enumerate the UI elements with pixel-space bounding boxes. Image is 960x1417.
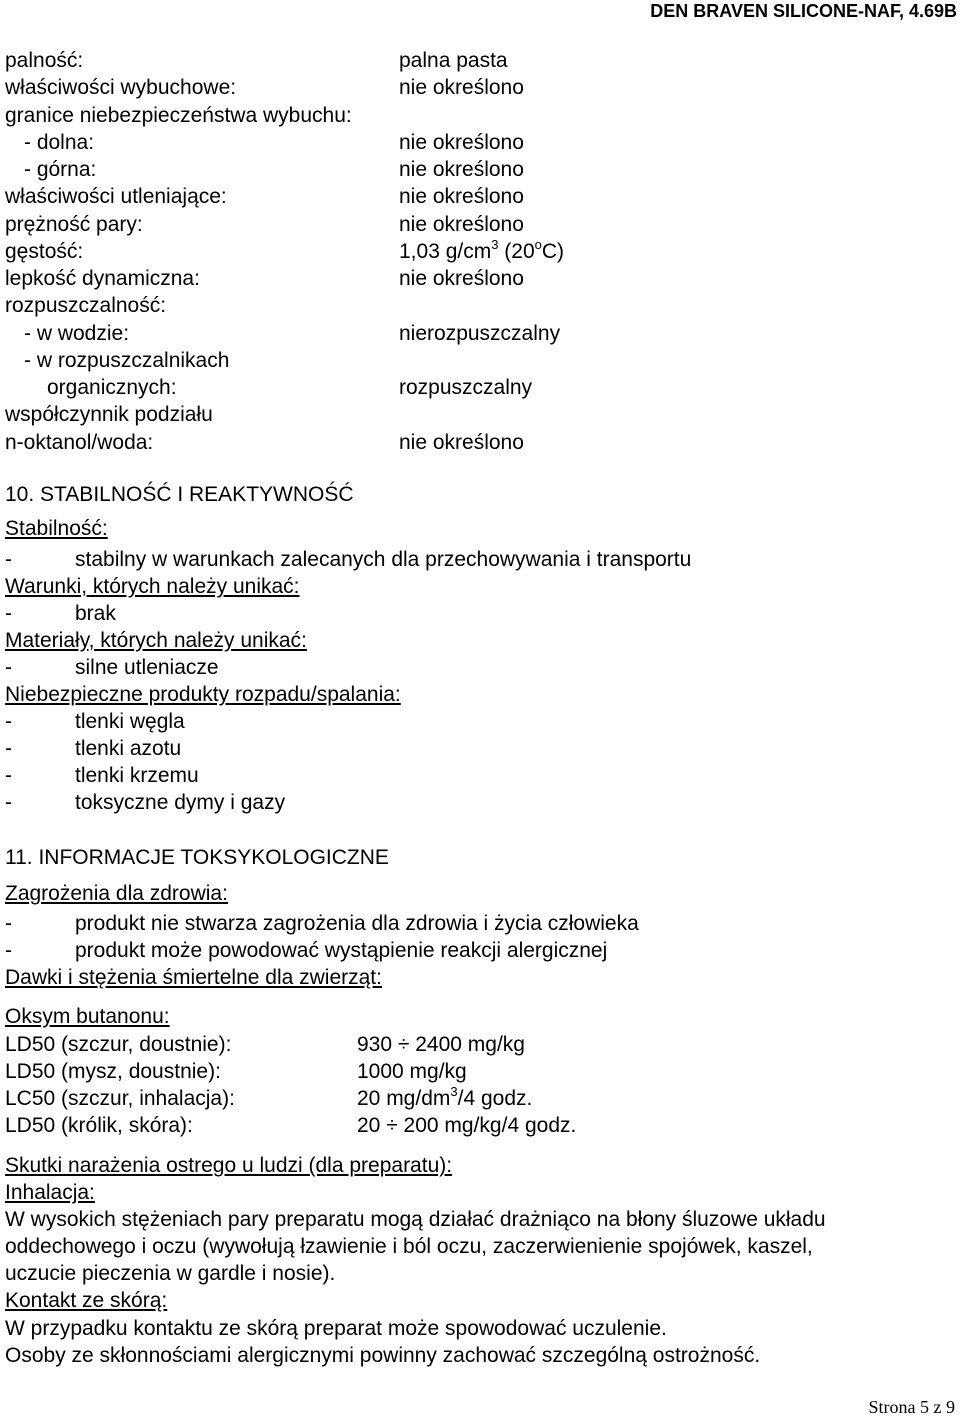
property-value: palna pasta	[399, 49, 508, 73]
conditions-heading: Warunki, których należy unikać:	[5, 575, 300, 598]
property-label: - w wodzie:	[24, 321, 130, 345]
skin-contact-text: W przypadku kontaktu ze skórą preparat może spowodować uczulenie.	[5, 1317, 667, 1340]
tox-label: LD50 (szczur, doustnie):	[5, 1033, 232, 1056]
bullet-dash: -	[5, 939, 12, 962]
decomposition-heading: Niebezpieczne produkty rozpadu/spalania:	[5, 683, 401, 706]
decomposition-item: toksyczne dymy i gazy	[75, 791, 286, 814]
property-label: palność:	[5, 49, 84, 73]
document-id-header: DEN BRAVEN SILICONE-NAF, 4.69B	[650, 1, 957, 21]
health-item: produkt nie stwarza zagrożenia dla zdrowia i życia człowieka	[75, 912, 639, 935]
materials-item: silne utleniacze	[75, 656, 219, 679]
bullet-dash: -	[5, 791, 12, 814]
property-row	[5, 347, 564, 374]
property-label: właściwości wybuchowe:	[5, 76, 237, 100]
property-row	[5, 265, 564, 292]
tox-label: LD50 (mysz, doustnie):	[5, 1060, 221, 1083]
property-row	[5, 74, 564, 101]
property-label: właściwości utleniające:	[5, 185, 227, 209]
inhalation-text: uczucie pieczenia w gardle i nosie).	[5, 1262, 336, 1285]
property-value: nie określono	[399, 267, 524, 291]
property-value: nierozpuszczalny	[399, 321, 561, 345]
skin-contact-heading: Kontakt ze skórą:	[5, 1289, 168, 1312]
property-label: gęstość:	[5, 239, 84, 263]
stability-item: stabilny w warunkach zalecanych dla przechowywania i transportu	[75, 548, 692, 571]
bullet-dash: -	[5, 737, 12, 760]
decomposition-item: tlenki węgla	[75, 710, 185, 733]
property-value	[399, 401, 564, 428]
property-row	[5, 292, 564, 319]
page-number: Strona 5 z 9	[868, 1397, 955, 1417]
property-row	[5, 129, 564, 156]
tox-value: 20 $mg/dm^3/4$ godz.	[357, 1084, 533, 1110]
acute-effects-heading: Skutki narażenia ostrego u ludzi (dla preparatu):	[5, 1154, 453, 1177]
property-value: rozpuszczalny	[399, 376, 533, 400]
skin-contact-text: Osoby ze skłonnościami alergicznymi powinny zachować szczególną ostrożność.	[5, 1344, 761, 1367]
property-value	[399, 292, 564, 319]
property-value	[399, 102, 564, 129]
property-label: - dolna:	[24, 130, 95, 154]
property-label: granice niebezpieczeństwa wybuchu:	[5, 103, 352, 127]
property-row	[5, 320, 564, 347]
materials-heading: Materiały, których należy unikać:	[5, 629, 307, 652]
property-value: nie określono	[399, 212, 524, 236]
property-row	[5, 211, 564, 238]
bullet-dash: -	[5, 912, 12, 935]
property-row	[5, 374, 564, 401]
bullet-dash: -	[5, 548, 12, 571]
property-label: lepkość dynamiczna:	[5, 267, 200, 291]
property-value: 1,03 $g/cm^3$ (20$^o$C)	[399, 236, 565, 263]
tox-value: 1000 mg/kg	[357, 1060, 467, 1083]
inhalation-text: oddechowego i oczu (wywołują łzawienie i ból oczu, zaczerwienienie spojówek, kaszel,	[5, 1235, 813, 1258]
property-label: rozpuszczalność:	[5, 294, 167, 318]
property-label: n-oktanol/woda:	[5, 430, 154, 454]
property-row	[5, 401, 564, 428]
decomposition-item: tlenki azotu	[75, 737, 182, 760]
health-heading: Zagrożenia dla zdrowia:	[5, 882, 228, 905]
property-label: - w rozpuszczalnikach	[24, 348, 230, 372]
bullet-dash: -	[5, 602, 12, 625]
property-label: - górna:	[24, 158, 97, 182]
inhalation-heading: Inhalacja:	[5, 1181, 95, 1204]
property-value: nie określono	[399, 430, 524, 454]
section-10-title: 10. STABILNOŚĆ I REAKTYWNOŚĆ	[5, 483, 354, 506]
decomposition-item: tlenki krzemu	[75, 764, 199, 787]
bullet-dash: -	[5, 764, 12, 787]
property-label: prężność pary:	[5, 212, 143, 236]
tox-value: 20 ÷ 200 mg/kg/4 godz.	[357, 1114, 577, 1137]
property-row	[5, 429, 564, 456]
oxime-heading: Oksym butanonu:	[5, 1005, 170, 1028]
lethal-doses-heading: Dawki i stężenia śmiertelne dla zwierząt:	[5, 966, 382, 989]
bullet-dash: -	[5, 710, 12, 733]
tox-value: 930 ÷ 2400 mg/kg	[357, 1033, 525, 1056]
property-row	[5, 47, 564, 74]
properties-table	[5, 47, 564, 456]
bullet-dash: -	[5, 656, 12, 679]
property-row	[5, 183, 564, 210]
stability-heading: Stabilność:	[5, 517, 108, 540]
health-item: produkt może powodować wystąpienie reakcji alergicznej	[75, 939, 608, 962]
tox-label: LC50 (szczur, inhalacja):	[5, 1087, 235, 1110]
property-row	[5, 102, 564, 129]
tox-label: LD50 (królik, skóra):	[5, 1114, 193, 1137]
property-label: współczynnik podziału	[5, 403, 213, 427]
property-value: nie określono	[399, 158, 524, 182]
property-value: nie określono	[399, 185, 524, 209]
property-value: nie określono	[399, 130, 524, 154]
property-value: nie określono	[399, 76, 524, 100]
inhalation-text: W wysokich stężeniach pary preparatu mogą działać drażniąco na błony śluzowe układu	[5, 1208, 826, 1231]
property-value	[399, 347, 564, 374]
property-row	[5, 156, 564, 183]
property-label: organicznych:	[47, 376, 177, 400]
conditions-item: brak	[75, 602, 116, 625]
section-11-title: 11. INFORMACJE TOKSYKOLOGICZNE	[5, 846, 389, 869]
property-row	[5, 238, 564, 265]
